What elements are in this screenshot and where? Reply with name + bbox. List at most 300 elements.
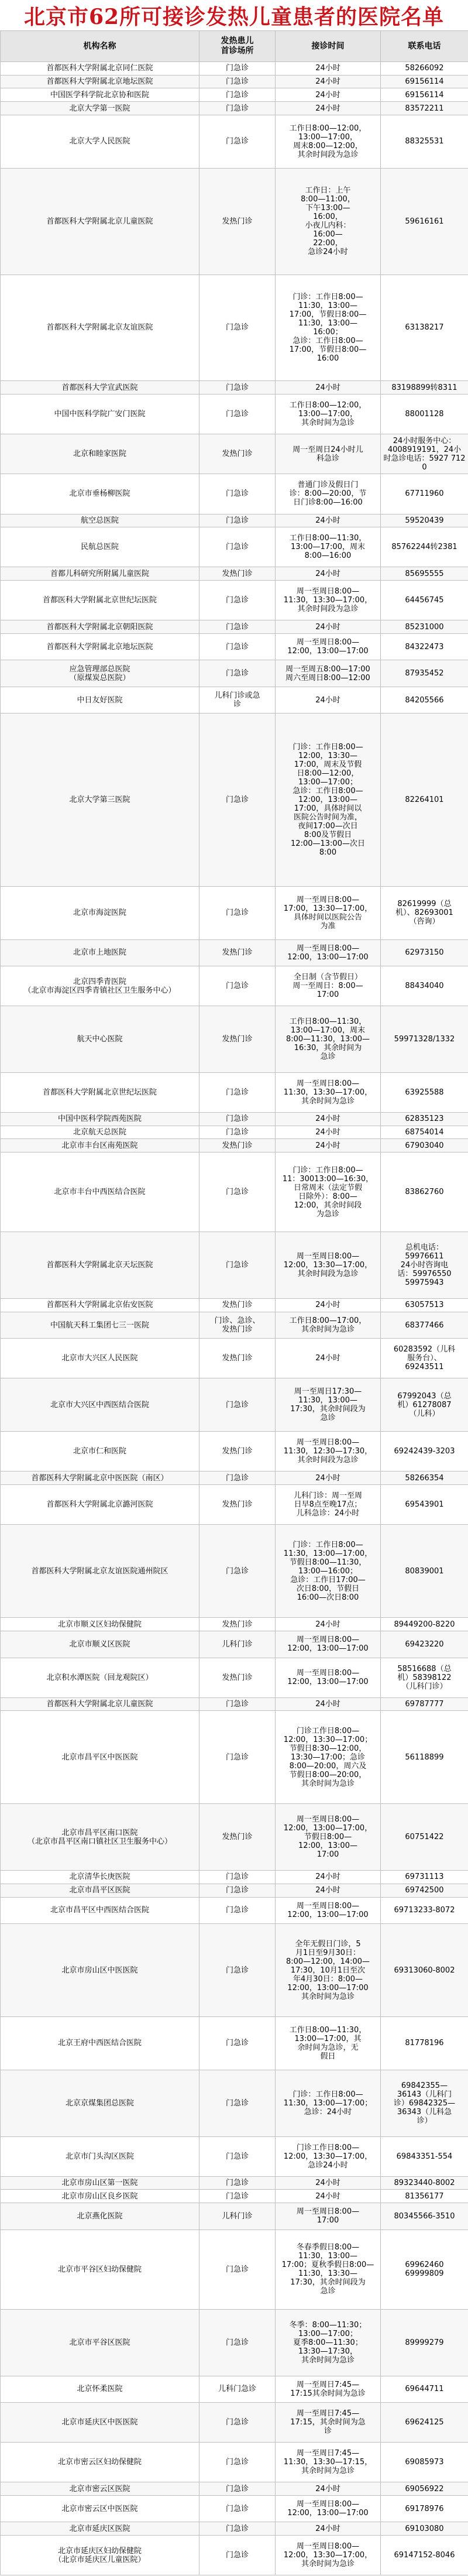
cell-name: 北京市房山区中医医院 [1,1923,199,2016]
cell-phone: 80839001 [381,1525,468,1618]
cell-clinic: 儿科门诊 [199,2203,276,2229]
cell-clinic: 门急诊 [199,886,276,939]
table-row [1,1485,468,1525]
cell-clinic: 门急诊 [199,1152,276,1232]
cell-phone: 总机电话： 59976611 24小时咨询电 话：59976550 59975943 [381,1232,468,1299]
cell-phone: 58266092 [381,62,468,76]
cell-phone: 82264101 [381,714,468,886]
cell-name: 首都医科大学宣武医院 [1,381,199,395]
table-row [1,1884,468,1897]
cell-hours: 24小时 [276,88,381,102]
cell-phone: 83862760 [381,1152,468,1232]
cell-phone: 63138217 [381,275,468,381]
table-row [1,2536,468,2575]
cell-hours: 24小时 [276,687,381,713]
cell-clinic: 发热门诊 [199,168,276,275]
cell-clinic: 门急诊 [199,660,276,687]
cell-hours: 周一至周日7:45— 17:15，其余时间为急 诊 [276,2402,381,2442]
cell-clinic: 门急诊 [199,527,276,567]
table-row [1,2203,468,2229]
cell-phone: 88325531 [381,115,468,168]
cell-phone: 62835123 [381,1112,468,1126]
cell-clinic: 门急诊 [199,1884,276,1897]
cell-clinic: 门急诊 [199,2309,276,2376]
table-row [1,966,468,1006]
cell-clinic: 门急诊 [199,2443,276,2482]
cell-name: 航空总医院 [1,514,199,527]
table-row [1,1658,468,1697]
cell-phone: 85231000 [381,620,468,634]
cell-phone: 69147152-8046 [381,2536,468,2575]
cell-phone: 60283592（儿科 服务台）、 69243511 [381,1339,468,1378]
cell-hours: 工作日8:00—17:00， 其余时间为急诊 [276,1312,381,1338]
cell-name: 北京市海淀医院 [1,886,199,939]
cell-clinic: 发热门诊 [199,1006,276,1073]
cell-clinic: 门急诊 [199,1126,276,1139]
cell-clinic: 发热门诊 [199,1139,276,1152]
table-row [1,2176,468,2190]
cell-phone: 69543901 [381,1485,468,1525]
cell-name: 首都儿科研究所附属儿童医院 [1,567,199,581]
cell-name: 北京市大兴区人民医院 [1,1339,199,1378]
column-header-name: 机构名称 [1,31,199,62]
table-row [1,1339,468,1378]
cell-name: 中国中医科学院广安门医院 [1,395,199,434]
cell-hours: 周一至周日8:00— 17:00 [276,2203,381,2229]
cell-phone: 69624125 [381,2402,468,2442]
cell-clinic: 门急诊 [199,514,276,527]
cell-phone: 68377466 [381,1312,468,1338]
cell-name: 北京市大兴区中西医结合医院 [1,1378,199,1432]
cell-name: 首都医科大学附属北京同仁医院 [1,62,199,76]
cell-hours: 工作日：上午 8:00—11:00， 下午13:00— 16:00， 小夜儿内科： 16:00— 22:00， 急诊24小时 [276,168,381,275]
cell-clinic: 发热门诊 [199,1339,276,1378]
table-row [1,886,468,939]
table-row [1,939,468,966]
cell-phone: 69103080 [381,2522,468,2536]
cell-phone: 81356177 [381,2190,468,2203]
cell-phone: 67992043（总 机）61278087 （儿科） [381,1378,468,1432]
table-row [1,1152,468,1232]
cell-phone: 69742500 [381,1884,468,1897]
cell-clinic: 门急诊 [199,1697,276,1711]
cell-clinic: 门急诊 [199,2495,276,2522]
cell-hours: 24小时 [276,62,381,76]
table-row [1,1112,468,1126]
cell-clinic: 发热门诊 [199,1432,276,1471]
table-row [1,1299,468,1312]
cell-hours: 24小时 [276,620,381,634]
table-row [1,62,468,76]
cell-clinic: 门急诊 [199,381,276,395]
table-row [1,1378,468,1432]
table-row [1,1139,468,1152]
cell-name: 首都医科大学附属北京世纪坛医院 [1,1072,199,1112]
cell-hours: 工作日8:00—11:30， 13:00—17:00，周末 8:00—16:00 [276,527,381,567]
cell-name: 民航总医院 [1,527,199,567]
cell-phone: 83198899转8311 [381,381,468,395]
cell-hours: 24小时 [276,2190,381,2203]
cell-name: 北京市垂杨柳医院 [1,474,199,514]
cell-hours: 24小时 [276,102,381,115]
table-row [1,1804,468,1871]
table-row [1,714,468,886]
cell-clinic: 发热门诊 [199,434,276,474]
cell-clinic: 门急诊 [199,88,276,102]
table-row [1,1471,468,1485]
cell-name: 北京市上地医院 [1,939,199,966]
cell-hours: 周一至周日24小时儿 科急诊 [276,434,381,474]
table-row [1,634,468,660]
cell-clinic: 门急诊 [199,2176,276,2190]
cell-name: 应急管理部总医院 （原煤炭总医院） [1,660,199,687]
cell-hours: 周一至周日7:45— 11:30，13:30—17:15， 其余时间为急诊 [276,2443,381,2482]
cell-hours: 24小时 [276,1884,381,1897]
cell-hours: 儿科门诊：周一至周 日早8点至晚17点； 儿科急诊：24小时 [276,1485,381,1525]
cell-clinic: 发热门诊 [199,1299,276,1312]
cell-clinic: 门急诊 [199,2522,276,2536]
cell-hours: 24小时 [276,2482,381,2496]
table-row [1,2190,468,2203]
cell-phone: 81778196 [381,2017,468,2070]
cell-hours: 工作日8:00—12:00， 13:00—17:00， 其余时间为急诊 [276,395,381,434]
cell-clinic: 门急诊 [199,1871,276,1884]
cell-clinic: 发热门诊 [199,1658,276,1697]
cell-phone: 88001128 [381,395,468,434]
cell-name: 首都医科大学附属北京佑安医院 [1,1299,199,1312]
cell-hours: 24小时 [276,1339,381,1378]
cell-name: 北京大学第一医院 [1,102,199,115]
cell-clinic: 门急诊 [199,581,276,620]
table-row [1,275,468,381]
cell-clinic: 发热门诊 [199,1804,276,1871]
cell-name: 北京市平谷区医院 [1,2309,199,2376]
cell-name: 北京京煤集团总医院 [1,2070,199,2136]
cell-hours: 冬春季假日8:00— 11:30，13:00— 17:00；夏秋季假日8:00— 11:30，13:30— 17:30，其余时间段为 急诊 [276,2229,381,2309]
cell-phone: 69843351-554 [381,2136,468,2176]
table-header-row [1,31,468,62]
cell-phone: 69731113 [381,1871,468,1884]
cell-hours: 工作日8:00—11:30， 13:00—17:00，其 余时间为急诊，无 假日 [276,2017,381,2070]
cell-hours: 门诊：工作日8:00— 11:30，13:00—17:00， 节假日8:00—11:30， 13:00—16:00； 急诊：工作日17:00— 次日8:00，节假日 16:00—次日8:00 [276,1525,381,1618]
table-row [1,1432,468,1471]
cell-phone: 84205566 [381,687,468,713]
cell-clinic: 门急诊 [199,275,276,381]
cell-phone: 69842355— 36143（儿科门 诊）69842325— 36343（儿科急 诊） [381,2070,468,2136]
cell-phone: 69423220 [381,1631,468,1658]
cell-clinic: 门急诊 [199,474,276,514]
cell-phone: 69056922 [381,2482,468,2496]
cell-name: 北京大学人民医院 [1,115,199,168]
cell-clinic: 门急诊 [199,395,276,434]
table-row [1,1711,468,1804]
cell-clinic: 门急诊 [199,1923,276,2016]
cell-phone: 69156114 [381,75,468,88]
cell-name: 首都医科大学附属北京世纪坛医院 [1,581,199,620]
cell-hours: 门诊：工作日8:00— 11:30，13:00—17:00； 急诊：24小时 [276,2070,381,2136]
cell-hours: 24小时 [276,1871,381,1884]
cell-phone: 69713233-8072 [381,1897,468,1923]
cell-clinic: 门急诊 [199,1525,276,1618]
cell-clinic: 门急诊 [199,2136,276,2176]
table-row [1,687,468,713]
cell-hours: 周一至周日7:45— 17:15其余时间为急诊 [276,2376,381,2402]
cell-clinic: 门急诊 [199,1232,276,1299]
cell-name: 航天中心医院 [1,1006,199,1073]
cell-name: 北京四季青医院 （北京市海淀区四季青镇社区卫生服务中心） [1,966,199,1006]
cell-clinic: 发热门诊 [199,567,276,581]
table-row [1,75,468,88]
cell-phone: 89323440-8002 [381,2176,468,2190]
cell-hours: 24小时 [276,1618,381,1631]
cell-hours: 24小时 [276,2522,381,2536]
cell-name: 中日友好医院 [1,687,199,713]
cell-name: 北京怀柔医院 [1,2376,199,2402]
table-body [1,62,468,2575]
cell-hours: 普通门诊及假日门 诊：8:00—20:00，节 日门诊8:00—16:00 [276,474,381,514]
cell-clinic: 门急诊 [199,2402,276,2442]
cell-clinic: 门急诊 [199,2190,276,2203]
cell-name: 北京市顺义区妇幼保健院 [1,1618,199,1631]
table-row [1,168,468,275]
cell-phone: 69644711 [381,2376,468,2402]
cell-clinic: 门急诊 [199,1471,276,1485]
cell-phone: 59971328/1332 [381,1006,468,1073]
cell-hours: 门诊工作日8:00— 12:00，13:30—17:00； 节假日8:30—12:00， 13:30—17:00；急诊 8:00—20:00，周六及 节假日8:00—20:00， 其余时间为急诊 [276,1711,381,1804]
cell-clinic: 发热门诊 [199,1618,276,1631]
cell-name: 北京大学第三医院 [1,714,199,886]
table-row [1,2443,468,2482]
cell-hours: 工作日8:00—11:30， 13:00—17:00，周末 8:00—11:30，13:00— 16:30，其余时间为 急诊 [276,1006,381,1073]
cell-phone: 63057513 [381,1299,468,1312]
cell-phone: 67903040 [381,1139,468,1152]
cell-name: 北京市顺义区医院 [1,1631,199,1658]
cell-name: 北京市昌平区南口医院 （北京市昌平区南口镇社区卫生服务中心） [1,1804,199,1871]
cell-phone: 88434040 [381,966,468,1006]
cell-hours: 24小时 [276,567,381,581]
cell-hours: 门诊：工作日8:00— 12:00，13:30— 17:00，周末及节假 日8:00—12:00， 13:00—17:00； 急诊：工作日8:00— 12:00，13:00— 17:00，具体时间以 医院公告时间为准， 夜间17:00—次日 8:00及节假日 12:00—13:00—次日 8:00 [276,714,381,886]
cell-phone: 24小时服务中心： 4008919191，24小 时急诊电话：5927 7120 [381,434,468,474]
cell-name: 中国中医科学院西苑医院 [1,1112,199,1126]
cell-name: 首都医科大学附属北京儿童医院 [1,1697,199,1711]
cell-hours: 周一至周日8:00— 12:00，13:00—17:00 [276,1658,381,1697]
table-row [1,1923,468,2016]
table-row [1,1525,468,1618]
cell-hours: 24小时 [276,381,381,395]
cell-name: 北京市延庆区妇幼保健院 （北京市延庆区儿童医院） [1,2536,199,2575]
cell-phone: 82619999（总 机）、82693001 （咨询） [381,886,468,939]
table-row [1,1697,468,1711]
cell-name: 北京市房山区良乡医院 [1,2190,199,2203]
table-row [1,2482,468,2496]
cell-clinic: 门急诊 [199,2017,276,2070]
cell-phone: 89449200-8220 [381,1618,468,1631]
cell-phone: 89999279 [381,2309,468,2376]
cell-name: 北京市密云区妇幼保健院 [1,2443,199,2482]
table-row [1,1126,468,1139]
cell-name: 北京市丰台区南苑医院 [1,1139,199,1152]
cell-clinic: 门急诊 [199,966,276,1006]
cell-name: 首都医科大学附属北京潞河医院 [1,1485,199,1525]
cell-hours: 门诊：工作日8:00— 11:30，13:00— 17:00，节假日8:00— 11:30，13:00— 16:00； 急诊：工作日8:00— 17:00，节假日8:00— 16:00 [276,275,381,381]
cell-hours: 周一至周日8:00— 17:00，13:30—17:00， 具体时间以医院公告 为准 [276,886,381,939]
cell-phone: 59520439 [381,514,468,527]
cell-name: 北京市密云区中医医院 [1,2495,199,2522]
cell-name: 北京市门头沟区医院 [1,2136,199,2176]
cell-phone: 60751422 [381,1804,468,1871]
cell-hours: 全日制（含节假日） 周一至周日：8:00— 17:00 [276,966,381,1006]
cell-name: 北京市平谷区妇幼保健院 [1,2229,199,2309]
cell-phone: 69313060-8002 [381,1923,468,2016]
cell-hours: 24小时 [276,1139,381,1152]
cell-name: 首都医科大学附属北京中医医院（南区） [1,1471,199,1485]
column-header-hours: 接诊时间 [276,31,381,62]
cell-hours: 周一至周日8:00— 11:30，13:30—17:00， 其余时间段为急诊 [276,581,381,620]
cell-hours: 24小时 [276,1112,381,1126]
cell-hours: 周一至周日8:00— 12:00，13:30—17:00， 其余时间为急诊 [276,2536,381,2575]
cell-phone: 69962460 69999809 [381,2229,468,2309]
cell-clinic: 门急诊 [199,1378,276,1432]
cell-name: 北京市昌平区中西医结合医院 [1,1897,199,1923]
cell-hours: 周一至周日8:00— 12:00，13:00—17:00 [276,634,381,660]
cell-clinic: 门急诊 [199,2229,276,2309]
cell-phone: 63925588 [381,1072,468,1112]
cell-clinic: 儿科门急诊 [199,2376,276,2402]
cell-clinic: 门急诊 [199,1112,276,1126]
cell-phone: 69085973 [381,2443,468,2482]
cell-name: 首都医科大学附属北京朝阳医院 [1,620,199,634]
table-row [1,1312,468,1338]
cell-phone: 58516688（总 机）58398122 （儿科门诊） [381,1658,468,1697]
cell-hours: 24小时 [276,2176,381,2190]
cell-hours: 周一至周日8:00— 12:00，13:00—17:00 [276,939,381,966]
table-row [1,1072,468,1112]
table-row [1,381,468,395]
cell-phone: 85695555 [381,567,468,581]
cell-phone: 67711960 [381,474,468,514]
cell-name: 北京市延庆区中医医院 [1,2402,199,2442]
cell-clinic: 门急诊 [199,620,276,634]
cell-clinic: 门诊、急诊、 发热门诊 [199,1312,276,1338]
table-row [1,1618,468,1631]
table-row [1,527,468,567]
cell-clinic: 门急诊 [199,2482,276,2496]
cell-phone: 64456745 [381,581,468,620]
cell-hours: 工作日8:00—12:00， 13:00—17:00， 周末8:00—12:00， 其余时间段为急诊 [276,115,381,168]
column-header-phone: 联系电话 [381,31,468,62]
cell-name: 中国医学科学院北京协和医院 [1,88,199,102]
cell-hours: 周一至周日8:00— 12:00，13:00—17:00 [276,2495,381,2522]
cell-hours: 24小时 [276,1471,381,1485]
cell-name: 首都医科大学附属北京友谊医院 [1,275,199,381]
table-row [1,620,468,634]
cell-phone: 87935452 [381,660,468,687]
cell-name: 北京市延庆区医院 [1,2522,199,2536]
table-row [1,567,468,581]
cell-name: 首都医科大学附属北京友谊医院通州院区 [1,1525,199,1618]
cell-clinic: 发热门诊 [199,939,276,966]
cell-name: 北京燕化医院 [1,2203,199,2229]
cell-clinic: 门急诊 [199,634,276,660]
hospital-table [0,30,468,2575]
table-row [1,2070,468,2136]
table-row [1,1871,468,1884]
cell-clinic: 门急诊 [199,75,276,88]
cell-clinic: 门急诊 [199,1711,276,1804]
table-row [1,1631,468,1658]
cell-phone: 84322473 [381,634,468,660]
table-row [1,581,468,620]
table-row [1,2229,468,2309]
cell-hours: 全年无假日门诊，5 月1日至9月30日： 8:00—12:00，14:00— 17:30，10月1日至次 年4月30日：8:00— 12:00，13:00—17:00 其余时间为急诊 [276,1923,381,2016]
column-header-clinic: 发热患儿 首诊场所 [199,31,276,62]
cell-hours: 周一至周日8:00— 12:00，13:00—17:00， 节假日8:00— 12:00，13:00— 17:00 [276,1804,381,1871]
cell-phone: 58266354 [381,1471,468,1485]
cell-clinic: 门急诊 [199,2536,276,2575]
table-row [1,395,468,434]
table-row [1,474,468,514]
cell-clinic: 门急诊 [199,115,276,168]
cell-clinic: 门急诊 [199,102,276,115]
cell-hours: 24小时 [276,1697,381,1711]
table-row [1,1897,468,1923]
cell-hours: 门诊：工作日8:00— 11：30013:00—16:30， 日常周末（法定节假 日除外）：8:00— 12:00，其余时间段 为急诊 [276,1152,381,1232]
cell-clinic: 门急诊 [199,62,276,76]
cell-hours: 门诊工作日8:00— 12:00，13:30—17:00， 急诊24小时 [276,2136,381,2176]
cell-phone: 80345566-3510 [381,2203,468,2229]
cell-name: 北京积水潭医院（回龙观院区） [1,1658,199,1697]
cell-hours: 24小时 [276,1126,381,1139]
cell-name: 北京航天总医院 [1,1126,199,1139]
cell-hours: 周一至周日8:00— 11:30，13:30—17:00， 其余时间为急诊 [276,1072,381,1112]
cell-phone: 69156114 [381,88,468,102]
cell-phone: 69787777 [381,1697,468,1711]
cell-hours: 周一至周日8:00— 12:00，13:30—17:00， 其余时间段为急诊 [276,1232,381,1299]
cell-clinic: 儿科门诊 [199,1631,276,1658]
table-row [1,2309,468,2376]
table-row [1,1232,468,1299]
cell-name: 北京市丰台中西医结合医院 [1,1152,199,1232]
cell-phone: 62973150 [381,939,468,966]
cell-name: 北京市昌平区医院 [1,1884,199,1897]
cell-phone: 85762244转2381 [381,527,468,567]
cell-name: 北京清华长庚医院 [1,1871,199,1884]
cell-name: 北京市密云区医院 [1,2482,199,2496]
table-row [1,1006,468,1073]
cell-name: 首都医科大学附属北京儿童医院 [1,168,199,275]
cell-clinic: 发热门诊 [199,1485,276,1525]
table-row [1,660,468,687]
cell-name: 北京市仁和医院 [1,1432,199,1471]
cell-hours: 24小时 [276,1299,381,1312]
page-title: 北京市62所可接诊发热儿童患者的医院名单 [23,4,445,29]
cell-clinic: 门急诊 [199,2070,276,2136]
cell-clinic: 儿科门诊或急 诊 [199,687,276,713]
cell-name: 北京市昌平区中医医院 [1,1711,199,1804]
table-row [1,115,468,168]
cell-name: 北京王府中西医结合医院 [1,2017,199,2070]
table-row [1,2376,468,2402]
cell-hours: 周一至周日17:30— 11:30，13:00— 17:30，其余时间段为 急诊 [276,1378,381,1432]
cell-hours: 周一至周五8:00—17:00 周六至周日8:00—12:00 [276,660,381,687]
cell-hours: 24小时 [276,75,381,88]
table-row [1,2495,468,2522]
cell-hours: 周一至周日8:00— 11:30，12:30—17:30， 其余时间段为急诊 [276,1432,381,1471]
cell-clinic: 门急诊 [199,1072,276,1112]
cell-clinic: 门急诊 [199,1897,276,1923]
cell-hours: 冬季：8:00—11:30； 13:00—17:00； 夏季8:00—11:30； 13:30—17:30， 其余时间为急诊 [276,2309,381,2376]
cell-name: 首都医科大学附属北京地坛医院 [1,634,199,660]
